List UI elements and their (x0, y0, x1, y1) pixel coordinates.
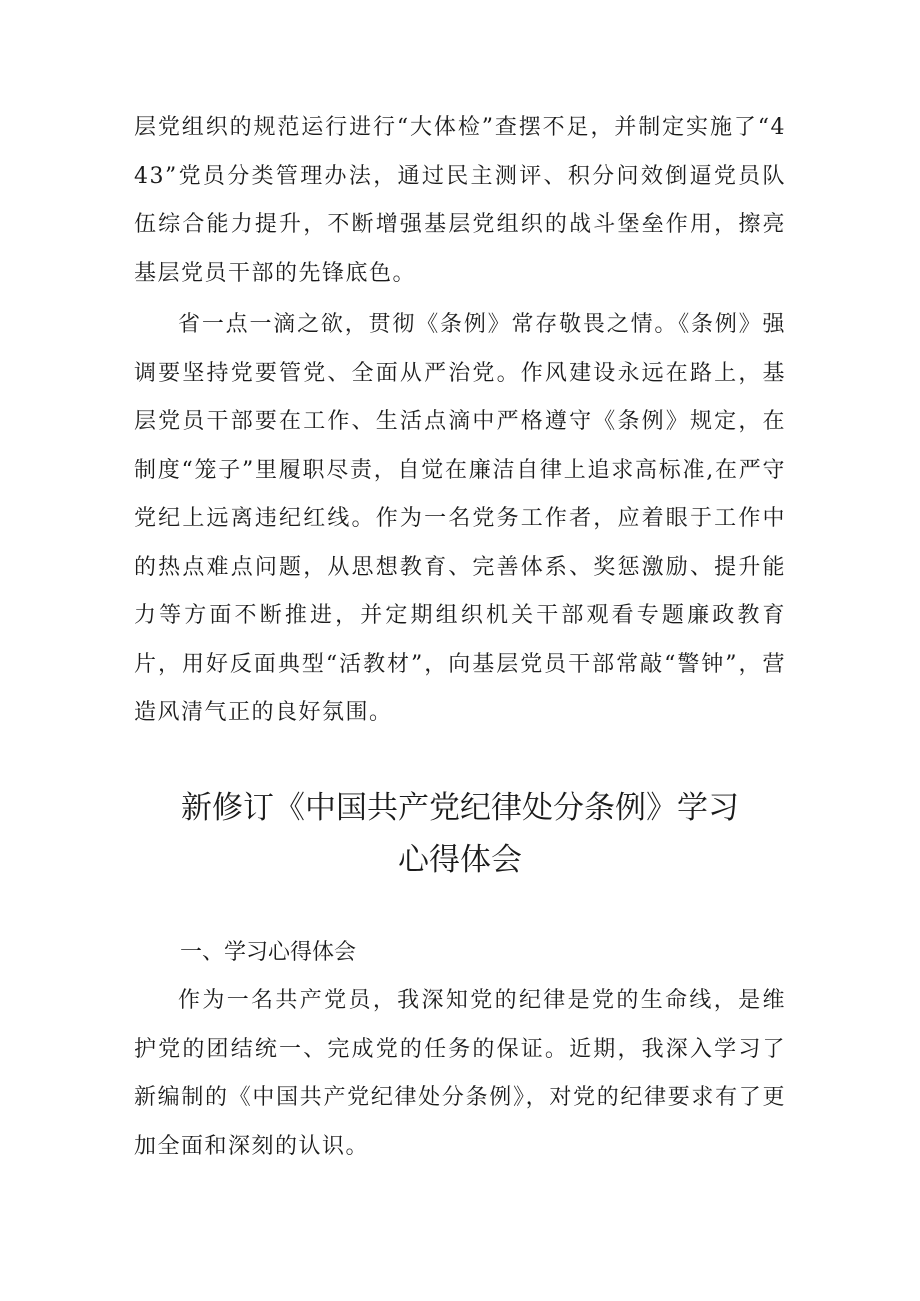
paragraph-continued: 层党组织的规范运行进行“大体检”查摆不足，并制定实施了“443”党员分类管理办法，通过民主测评、积分问效倒逼党员队伍综合能力提升，不断增强基层党组织的战斗堡垒作用，擦亮基层党员干部的先锋底色。 (134, 115, 786, 286)
document-title (130, 782, 790, 886)
paragraph-regulation: 省一点一滴之欲，贯彻《条例》常存敬畏之情。《条例》强调要坚持党要管党、全面从严治党。作风建设永远在路上，基层党员干部要在工作、生活点滴中严格遵守《条例》规定，在制度“笼子”里履职尽责，自觉在廉洁自律上追求高标准,在严守党纪上远离违纪红线。作为一名党务工作者，应着眼于工作中的热点难点问题，从思想教育、完善体系、奖惩激励、提升能力等方面不断推进，并定期组织机关干部观看专题廉政教育片，用好反面典型“活教材”，向基层党员干部常敲“警钟”，营造风清气正的良好氛围。 (134, 312, 786, 725)
document-title-line2: 心得体会 (398, 842, 522, 878)
paragraph-intro: 作为一名共产党员，我深知党的纪律是党的生命线，是维护党的团结统一、完成党的任务的保证。近期，我深入学习了新编制的《中国共产党纪律处分条例》，对党的纪律要求有了更加全面和深刻的认识。 (134, 988, 786, 1159)
document-title-line1: 新修订《中国共产党纪律处分条例》学习 (181, 790, 739, 826)
section-heading: 一、学习心得体会 (180, 940, 357, 965)
